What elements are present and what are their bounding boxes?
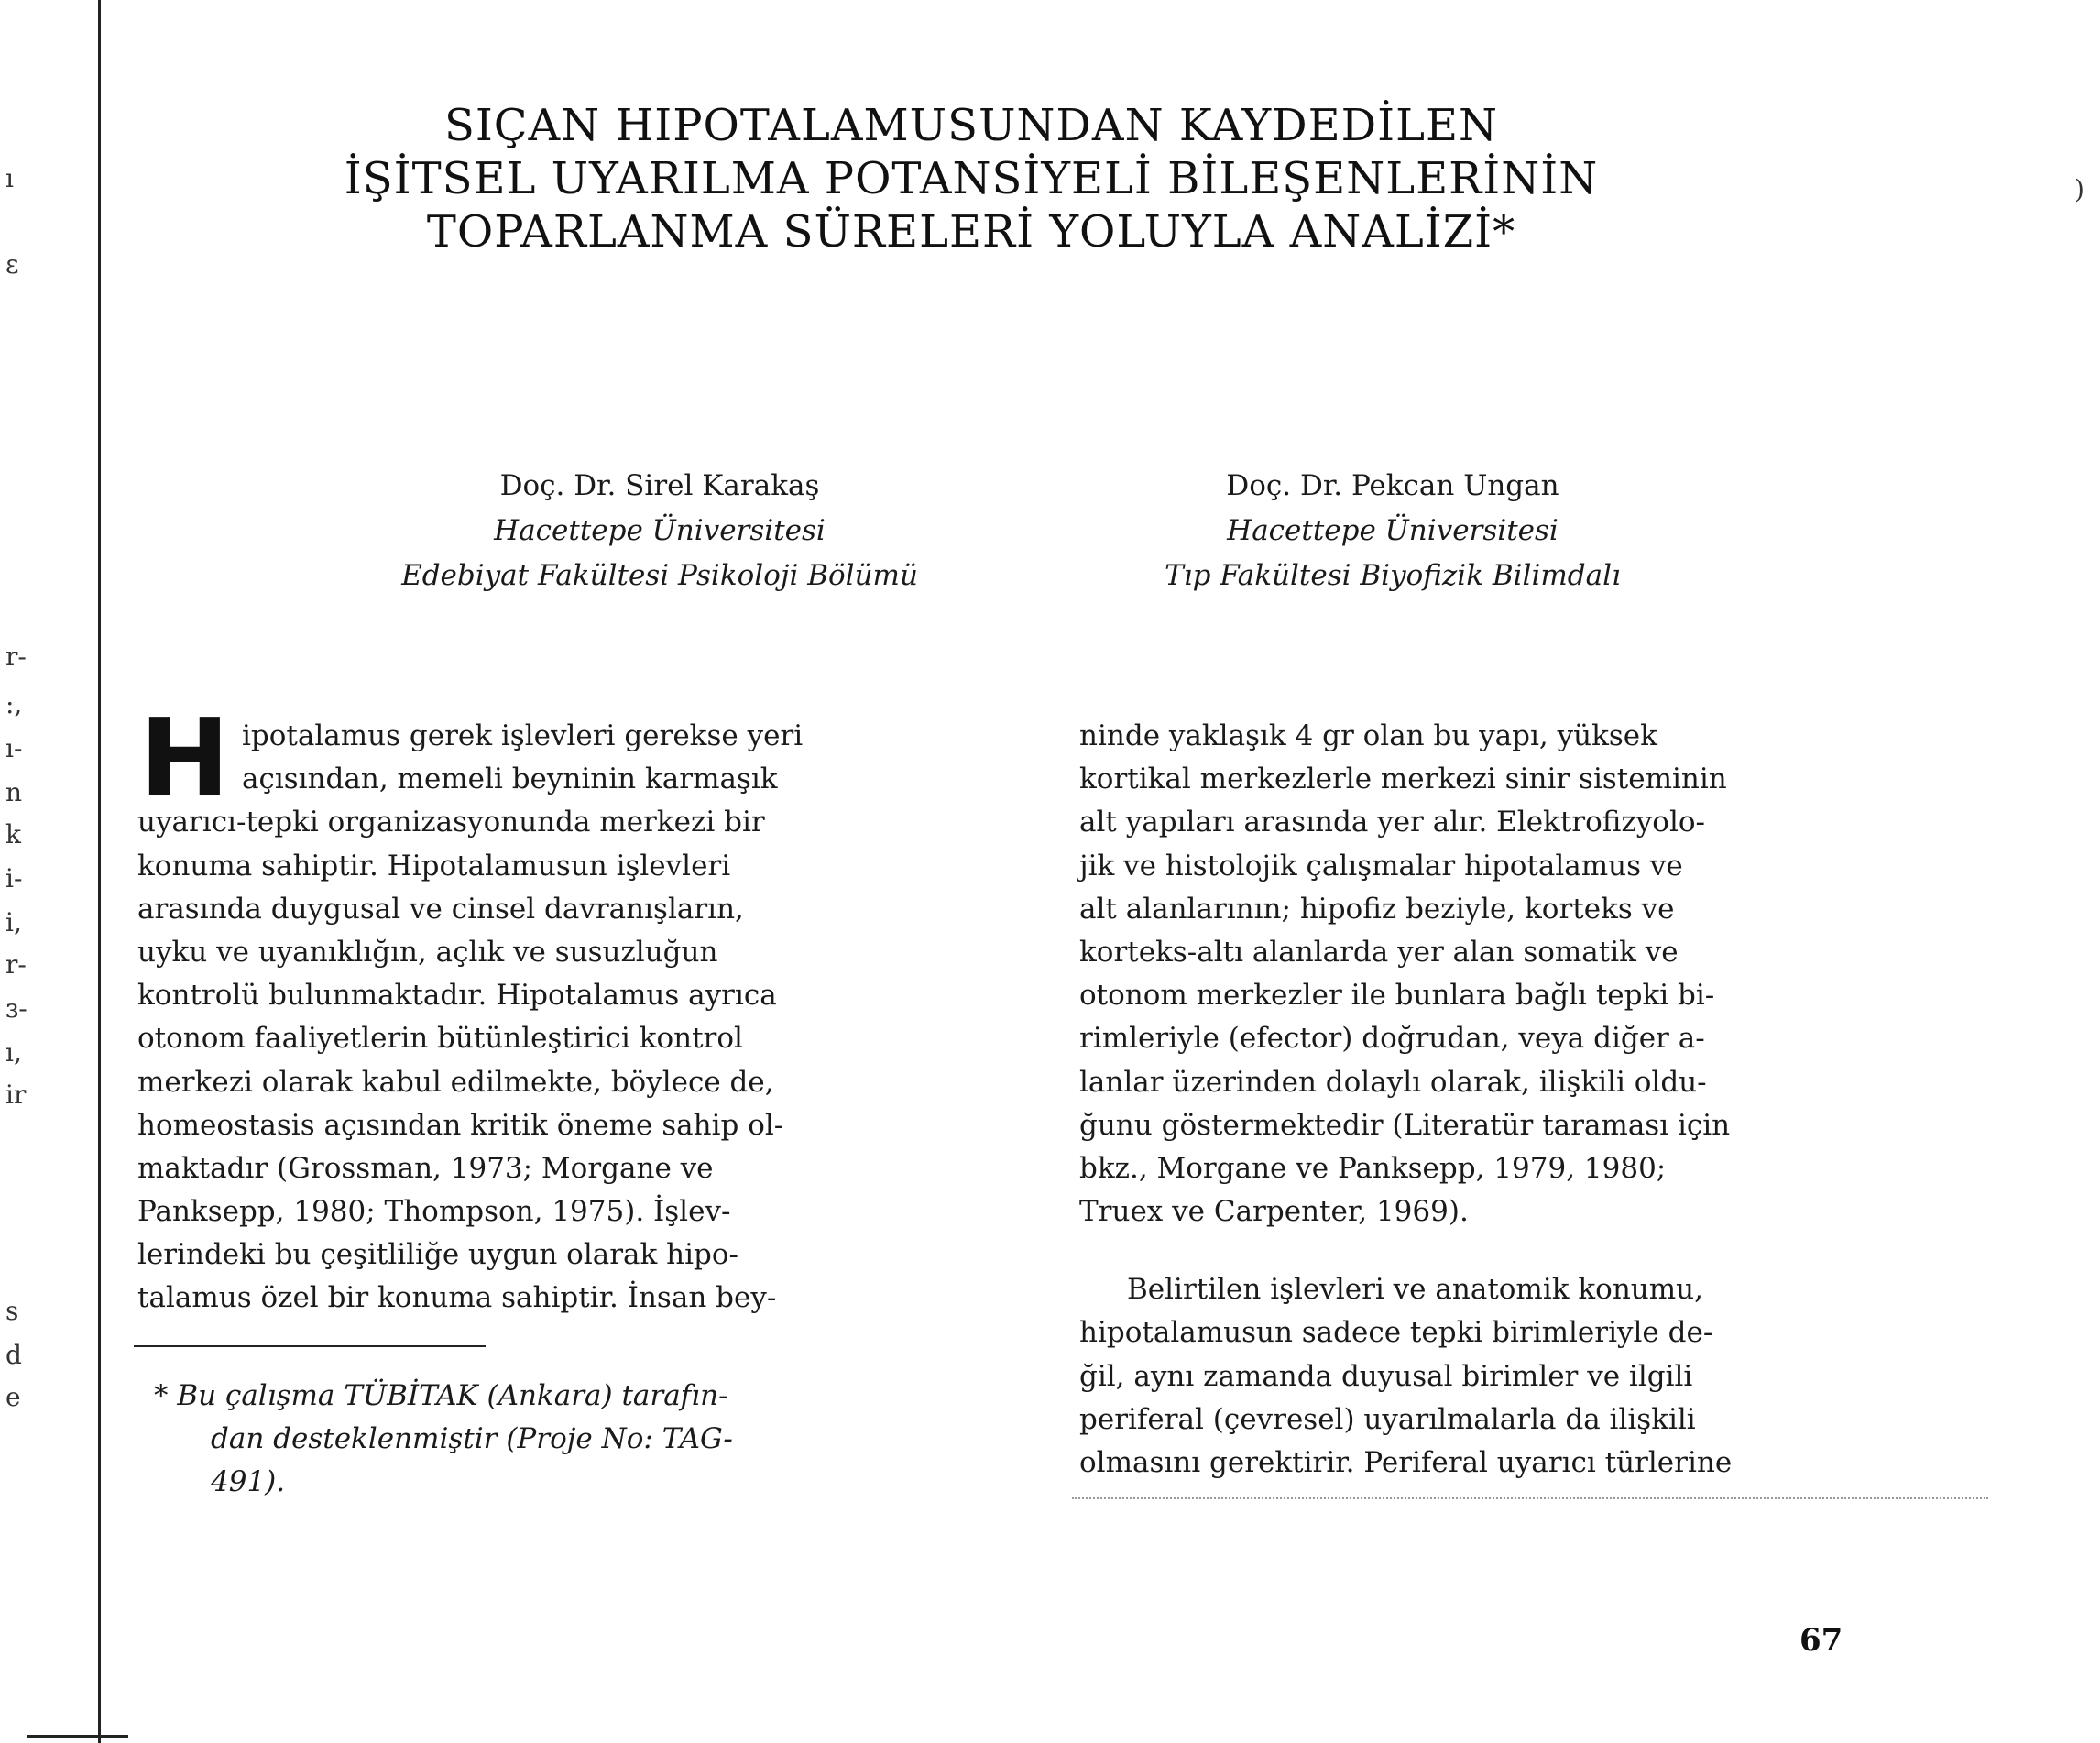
edge-fragment: s xyxy=(5,1296,19,1326)
body-line: rimleriyle (efector) doğrudan, veya diğer a- xyxy=(1079,1022,1705,1056)
body-line: ninde yaklaşık 4 gr olan bu yapı, yüksek xyxy=(1079,719,1657,752)
edge-fragment: n xyxy=(5,777,23,807)
body-line: ğil, aynı zamanda duyusal birimler ve ilgili xyxy=(1079,1359,1693,1393)
body-line: korteks-altı alanlarda yer alan somatik ve xyxy=(1079,935,1679,969)
author-university: Hacettepe Üniversitesi xyxy=(1227,514,1559,547)
edge-fragment: d xyxy=(5,1340,22,1370)
author-block-karakas xyxy=(312,464,1008,598)
edge-fragment: r- xyxy=(5,949,27,980)
left-text-column xyxy=(137,695,925,1321)
body-line: otonom faaliyetlerin bütünleştirici kontrol xyxy=(137,1022,743,1056)
body-line: bkz., Morgane ve Panksepp, 1979, 1980; xyxy=(1079,1151,1667,1185)
body-line: uyarıcı-tepki organizasyonunda merkezi bir xyxy=(137,806,765,839)
edge-fragment: ı- xyxy=(5,733,23,763)
body-line: kortikal merkezlerle merkezi sinir sisteminin xyxy=(1079,762,1727,796)
body-line: lerindeki bu çeşitliliğe uygun olarak hipo- xyxy=(137,1238,739,1272)
body-line: jik ve histolojik çalışmalar hipotalamus ve xyxy=(1079,849,1683,882)
body-line: periferal (çevresel) uyarılmalarla da ilişkili xyxy=(1079,1402,1696,1436)
footnote-line: * Bu çalışma TÜBİTAK (Ankara) tarafın- xyxy=(154,1379,728,1412)
author-department: Edebiyat Fakültesi Psikoloji Bölümü xyxy=(401,559,918,592)
body-line: Panksepp, 1980; Thompson, 1975). İşlev- xyxy=(137,1195,731,1229)
body-line: alt alanlarının; hipofiz beziyle, korteks ve xyxy=(1079,892,1675,926)
edge-fragment: ɛ xyxy=(5,249,19,280)
title-line: TOPARLANMA SÜRELERİ YOLUYLA ANALİZİ* xyxy=(426,206,1516,258)
binding-margin-foot xyxy=(27,1735,128,1738)
footnote-divider xyxy=(134,1345,486,1347)
edge-fragment: :, xyxy=(5,689,23,719)
body-line: uyku ve uyanıklığın, açlık ve susuzluğun xyxy=(137,935,718,969)
footnote-line: 491). xyxy=(211,1465,286,1498)
edge-fragment: i- xyxy=(5,863,23,893)
body-line: olmasını gerektirir. Periferal uyarıcı türlerine xyxy=(1079,1446,1733,1479)
right-edge-fragment: ) xyxy=(2074,174,2084,204)
edge-fragment: k xyxy=(5,819,21,850)
edge-fragment: ı xyxy=(5,163,14,193)
page-number: 67 xyxy=(1799,1622,1843,1659)
footnote xyxy=(154,1375,951,1504)
title-line: SIÇAN HIPOTALAMUSUNDAN KAYDEDİLEN xyxy=(443,100,1499,151)
body-line: ğunu göstermektedir (Literatür taraması için xyxy=(1079,1108,1731,1142)
author-name: Doç. Dr. Sirel Karakaş xyxy=(499,469,820,502)
author-university: Hacettepe Üniversitesi xyxy=(494,514,826,547)
edge-fragment: ir xyxy=(5,1080,27,1110)
body-line: hipotalamusun sadece tepki birimleriyle de- xyxy=(1079,1316,1713,1350)
body-line: kontrolü bulunmaktadır. Hipotalamus ayrıca xyxy=(137,979,777,1013)
paragraph-gap xyxy=(1079,1233,1858,1268)
body-line: alt yapıları arasında yer alır. Elektrofizyolo- xyxy=(1079,806,1706,839)
body-line: talamus özel bir konuma sahiptir. İnsan bey- xyxy=(137,1281,777,1315)
left-page-edge-fragments xyxy=(5,0,42,1743)
body-line: açısından, memeli beyninin karmaşık xyxy=(242,762,778,796)
edge-fragment: ɜ- xyxy=(5,993,27,1024)
body-line: lanlar üzerinden dolaylı olarak, ilişkili oldu- xyxy=(1079,1065,1707,1099)
body-line: Belirtilen işlevleri ve anatomik konumu, xyxy=(1127,1273,1703,1307)
edge-fragment: e xyxy=(5,1382,21,1412)
scan-bottom-line xyxy=(1072,1497,1988,1499)
edge-fragment: r- xyxy=(5,641,27,672)
body-line: otonom merkezler ile bunlara bağlı tepki bi- xyxy=(1079,979,1715,1013)
body-line: homeostasis açısından kritik öneme sahip ol- xyxy=(137,1108,784,1142)
body-line: arasında duygusal ve cinsel davranışların, xyxy=(137,892,744,926)
right-text-column xyxy=(1079,715,1858,1485)
binding-margin-rule xyxy=(98,0,101,1743)
author-department: Tıp Fakültesi Biyofizik Bilimdalı xyxy=(1165,559,1621,592)
drop-cap: H xyxy=(139,695,230,821)
article-title xyxy=(293,99,1649,258)
footnote-line: dan desteklenmiştir (Proje No: TAG- xyxy=(211,1422,733,1455)
body-line: maktadır (Grossman, 1973; Morgane ve xyxy=(137,1151,714,1185)
author-name: Doç. Dr. Pekcan Ungan xyxy=(1226,469,1559,502)
edge-fragment: i, xyxy=(5,907,22,937)
body-line: Truex ve Carpenter, 1969). xyxy=(1079,1195,1469,1229)
author-block-ungan xyxy=(1035,464,1750,598)
body-line: merkezi olarak kabul edilmekte, böylece de, xyxy=(137,1065,774,1099)
title-line: İŞİTSEL UYARILMA POTANSİYELİ BİLEŞENLERİNİN xyxy=(344,153,1599,204)
body-line: ipotalamus gerek işlevleri gerekse yeri xyxy=(242,719,804,752)
edge-fragment: ı, xyxy=(5,1037,22,1068)
body-line: konuma sahiptir. Hipotalamusun işlevleri xyxy=(137,849,731,882)
